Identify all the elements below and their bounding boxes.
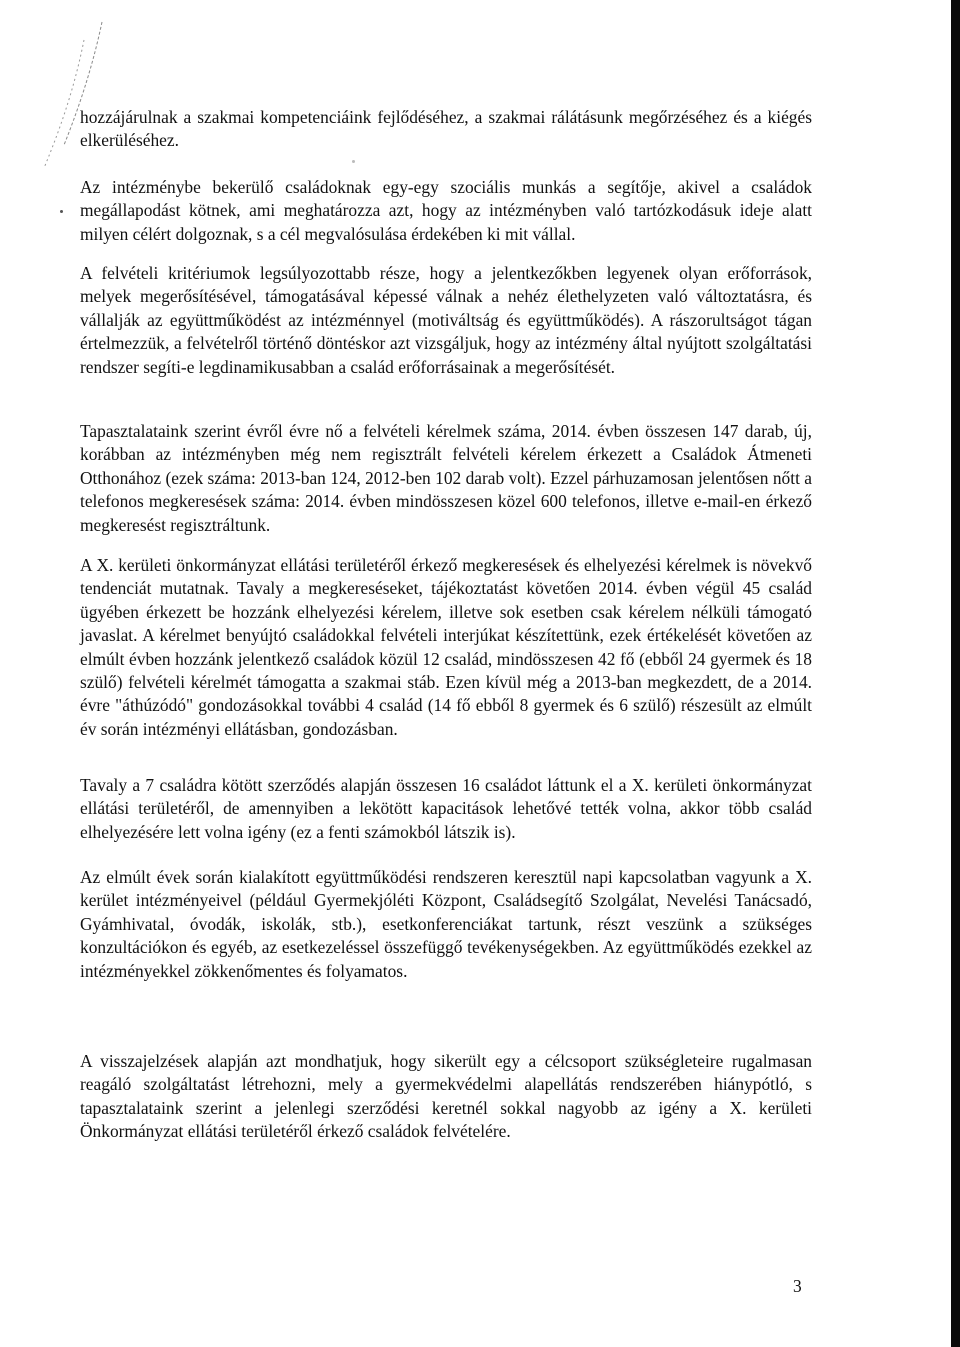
scan-dot bbox=[352, 160, 355, 163]
paragraph-7: Az elmúlt évek során kialakított együttműködési rendszeren keresztül napi kapcsolatban vagyunk a X. kerület intézményeivel (például Gyermekjóléti Központ, Családsegítő Szolgálat, Nevelési Tanácsadó, Gyámhivatal, óvodák, iskolák, stb.), esetkonferenciákat tartunk, részt veszünk a szükséges konzultációkon és egyéb, az esetkezeléssel összefüggő tevékenységekben. Az együttműködés ezekkel az intézményekkel zökkenőmentes és folyamatos. bbox=[80, 867, 812, 981]
paragraph-8: A visszajelzések alapján azt mondhatjuk, hogy sikerült egy a célcsoport szükségleteire rugalmasan reagáló szolgáltatást létrehozni, mely a gyermekvédelmi alapellátás rendszerében hiánypótló, s tapasztalataink szerint a jelenlegi szerződési keretnél sokkal nagyobb az igény a X. kerületi Önkormányzat ellátási területéről érkező családok felvételére. bbox=[80, 1051, 812, 1142]
paragraph-5: A X. kerületi önkormányzat ellátási területéről érkező megkeresések és elhelyezési kérelmek is növekvő tendenciát mutatnak. Tavaly a megkereséseket, tájékoztatást követően 2014. évben végül 45 család ügyében érkezett be hozzánk elhelyezési kérelem, illetve sok esetben csak kérelem nélküli támogató javaslat. A kérelmet benyújtó családokkal felvételi interjúkat készítettünk, ezek értékelését követően az elmúlt évben hozzánk jelentkező családok közül 12 család, mindösszesen 42 fő (ebből 24 gyermek és 18 szülő) felvételi kérelmét támogatta a szakmai stáb. Ezen kívül még a 2013-ban megkezdett, de a 2014. évre "áthúzódó" gondozásokkal további 4 család (14 fő ebből 8 gyermek és 6 szülő) részesült az elmúlt év során intézményi ellátásban, gondozásban. bbox=[80, 555, 812, 739]
paragraph-2: Az intézménybe bekerülő családoknak egy-egy szociális munkás a segítője, akivel a családok megállapodást kötnek, ami meghatározza azt, hogy az intézményben való tartózkodásuk ideje alatt milyen célért dolgoznak, s a cél megvalósulása érdekében ki mit vállal. bbox=[80, 177, 812, 244]
scan-dot bbox=[60, 210, 63, 213]
page-number: 3 bbox=[793, 1276, 802, 1296]
paragraph-1: hozzájárulnak a szakmai kompetenciáink fejlődéséhez, a szakmai rálátásunk megőrzéséhez és a kiégés elkerüléséhez. bbox=[80, 107, 812, 151]
paragraph-4: Tapasztalataink szerint évről évre nő a felvételi kérelmek száma, 2014. évben összesen 147 darab, új, korábban az intézményben még nem regisztrált felvételi kérelem érkezett a Családok Átmeneti Otthonához (ezek száma: 2013-ban 124, 2012-ben 102 darab volt). Ezzel párhuzamosan jelentősen nőtt a telefonos megkeresések száma: 2014. évben mindösszesen közel 600 telefonos, illetve e-mail-en érkező megkeresést regisztráltunk. bbox=[80, 421, 812, 535]
paragraph-3: A felvételi kritériumok legsúlyozottabb része, hogy a jelentkezőkben legyenek olyan erőforrások, melyek megerősítésével, támogatásával képessé válnak a nehéz élethelyzeten való változtatásra, és vállalják az együttműködést az intézménnyel (motiváltság és együttműködés). A rászorultságot tágan értelmezzük, a felvételről történő döntéskor azt vizsgáljuk, hogy az intézmény által nyújtott szolgáltatási rendszer segíti-e legdinamikusabban a család erőforrásainak a megerősítését. bbox=[80, 263, 812, 377]
scan-edge-bar bbox=[951, 0, 960, 1347]
scan-artifact-lines bbox=[0, 0, 130, 200]
paragraph-6: Tavaly a 7 családra kötött szerződés alapján összesen 16 családot láttunk el a X. kerületi önkormányzat ellátási területéről, de amennyiben a lekötött kapacitások lehetővé tették volna, akkor több család elhelyezésére lett volna igény (ez a fenti számokból látszik is). bbox=[80, 775, 812, 842]
